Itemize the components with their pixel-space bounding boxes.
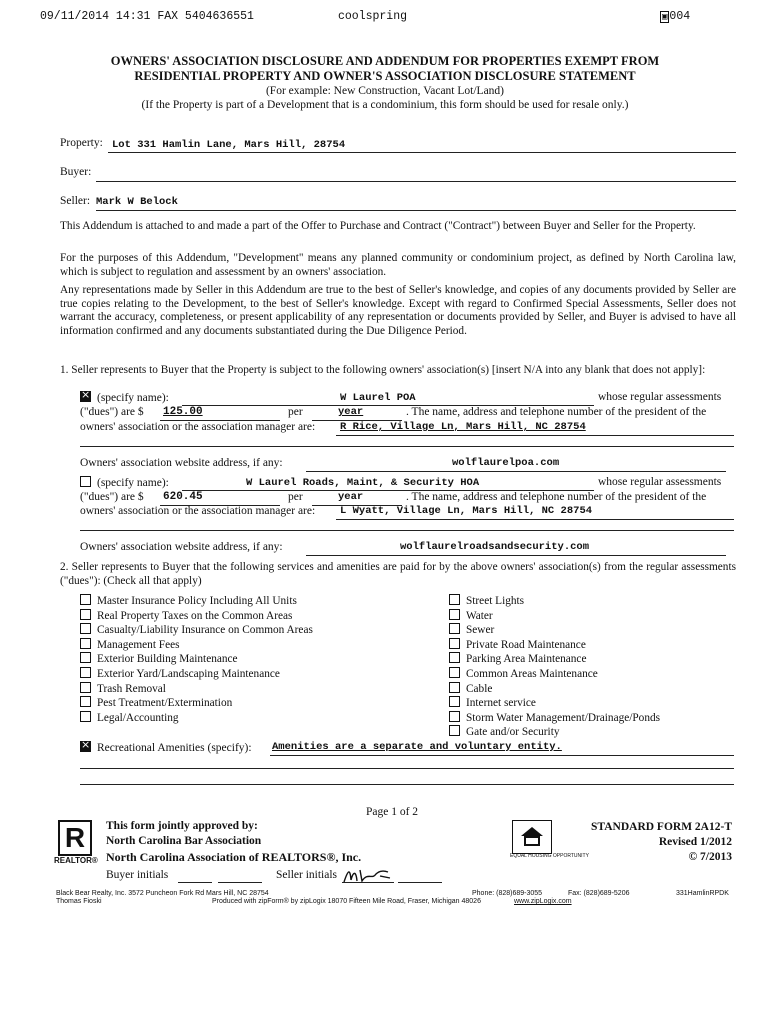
assoc2-manager-line [336,519,734,520]
assoc1-name[interactable]: W Laurel POA [340,392,416,404]
assoc1-website-line [306,471,726,472]
service-item[interactable]: Exterior Yard/Landscaping Maintenance [80,667,313,682]
form-example-note: (For example: New Construction, Vacant Lot/Land) [265,85,505,97]
assoc1-specify: ×(specify name): [80,391,169,404]
service-item[interactable]: Master Insurance Policy Including All Units [80,594,313,609]
service-checkbox[interactable] [80,652,91,663]
assoc1-per: per [288,406,303,418]
fax-sender: coolspring [338,10,408,23]
assoc1-dues-label: ("dues") are $ [80,406,144,418]
service-checkbox[interactable] [80,609,91,620]
assoc1-contact[interactable]: R Rice, Village Ln, Mars Hill, NC 28754 [340,421,586,433]
assoc2-whose-regular: whose regular assessments [598,476,722,488]
agent-name: Thomas Fioski [56,898,102,905]
equal-housing-icon [512,820,552,854]
assoc1-period[interactable]: year [338,406,364,418]
service-checkbox[interactable] [449,609,460,620]
fax-page-icon: ▣ [662,12,668,22]
representations-paragraph: Any representations made by Seller in this Addendum are true to the best of Seller's knowledge, and copies of any documents provided by Seller are true copies relating to the Development, to the best of Seller's knowledge. Except with regard to Confirmed Special Assessments, Seller does not warrant the accuracy, completeness, or present applicability of any representation or documents provided by Seller, and Buyer is advised to have all information confirmed and any documents substantiated during the Due Diligence Period. [60,284,736,337]
section1-intro: 1. Seller represents to Buyer that the Property is subject to the following owners' association(s) [insert N/A into any blank that does not apply]: [60,364,706,376]
assoc2-dues[interactable]: 620.45 [163,491,203,503]
assoc1-whose-regular: whose regular assessments [598,391,722,403]
seller-initials-label: Seller initials [276,869,338,881]
assoc1-website[interactable]: wolflaurelpoa.com [452,457,560,469]
service-checkbox[interactable] [449,594,460,605]
service-checkbox[interactable] [449,696,460,707]
form-title-line1: OWNERS' ASSOCIATION DISCLOSURE AND ADDENDUM FOR PROPERTIES EXEMPT FROM [110,54,660,68]
eho-caption: EQUAL HOUSING OPPORTUNITY [510,853,589,859]
page-number: Page 1 of 2 [366,806,419,818]
recreational-label: ×Recreational Amenities (specify): [80,741,252,754]
service-checkbox[interactable] [80,667,91,678]
service-item[interactable]: Street Lights [449,594,660,609]
fax-datetime: 09/11/2014 14:31 FAX 5404636551 [40,10,254,23]
property-label: Property: [60,137,103,149]
assoc2-specify: (specify name): [80,476,169,489]
assoc2-website-label: Owners' association website address, if any: [80,541,283,553]
fax-page-number: ▣ 004 [662,10,691,23]
assoc2-manager-label: owners' association or the association manager are: [80,505,316,517]
service-checkbox[interactable] [80,594,91,605]
recreational-checkbox[interactable] [80,741,91,752]
buyer-line [96,181,736,182]
assoc1-dues[interactable]: 125.00 [163,406,203,418]
seller-initials-signature [342,866,394,886]
assoc2-name[interactable]: W Laurel Roads, Maint, & Security HOA [246,477,480,489]
assoc1-website-label: Owners' association website address, if any: [80,457,283,469]
approved-by: This form jointly approved by: [106,820,258,832]
realtors-association: North Carolina Association of REALTORS®, Inc. [106,850,362,864]
service-item[interactable]: Private Road Maintenance [449,638,660,653]
service-checkbox[interactable] [449,725,460,736]
assoc2-website[interactable]: wolflaurelroadsandsecurity.com [400,541,590,553]
service-item[interactable]: Trash Removal [80,682,313,697]
bar-association: North Carolina Bar Association [106,835,262,847]
fax-number: Fax: (828)689-5206 [568,890,630,897]
recreational-extra-line-2 [80,784,734,785]
service-checkbox[interactable] [80,696,91,707]
service-item[interactable]: Sewer [449,623,660,638]
service-checkbox[interactable] [80,638,91,649]
seller-initials-line-2[interactable] [398,882,442,883]
zipform-credit: Produced with zipForm® by zipLogix 18070 Fifteen Mile Road, Fraser, Michigan 48026 [212,898,481,905]
assoc1-president-text: . The name, address and telephone number of the president of the [406,406,707,418]
assoc1-manager-label: owners' association or the association manager are: [80,421,316,433]
service-checkbox[interactable] [449,638,460,649]
seller-value[interactable]: Mark W Belock [96,196,178,208]
service-item[interactable]: Real Property Taxes on the Common Areas [80,609,313,624]
seller-label: Seller: [60,195,91,207]
assoc2-extra-line [80,530,734,531]
recreational-extra-line-1 [80,768,734,769]
assoc2-checkbox[interactable] [80,476,91,487]
assoc2-per: per [288,491,303,503]
copyright: © 7/2013 [688,851,732,863]
service-item[interactable]: Cable [449,682,660,697]
buyer-initials-line-1[interactable] [178,882,212,883]
document-id: 331HamlinRPDK [676,890,729,897]
assoc1-manager-line [336,435,734,436]
ziplogix-link[interactable]: www.zipLogix.com [514,898,572,905]
assoc1-checkbox[interactable] [80,391,91,402]
seller-line [96,210,736,211]
realtor-logo: R [58,820,92,856]
assoc1-extra-line [80,446,734,447]
service-checkbox[interactable] [449,682,460,693]
condo-note: (If the Property is part of a Development that is a condominium, this form should be used for resale only.) [141,99,629,111]
service-checkbox[interactable] [449,667,460,678]
buyer-label: Buyer: [60,166,92,178]
services-right-list [449,594,660,740]
service-checkbox[interactable] [449,711,460,722]
property-value[interactable]: Lot 331 Hamlin Lane, Mars Hill, 28754 [112,139,346,151]
service-item[interactable]: Gate and/or Security [449,725,660,740]
service-item[interactable]: Legal/Accounting [80,711,313,726]
property-line [108,152,736,153]
assoc2-dues-label: ("dues") are $ [80,491,144,503]
service-item[interactable]: Pest Treatment/Extermination [80,696,313,711]
development-definition: For the purposes of this Addendum, "Development" means any planned community or condominium project, as defined by North Carolina law, which is subject to regulation and assessment by an owners' association. [60,252,736,278]
buyer-initials-label: Buyer initials [106,869,169,881]
service-checkbox[interactable] [80,711,91,722]
realtor-logo-caption: REALTOR® [54,856,98,865]
assoc2-period[interactable]: year [338,491,364,503]
section2-intro: 2. Seller represents to Buyer that the following services and amenities are paid for by the above owners' association(s) from the regular assessments ("dues"): (Check all that apply) [60,561,736,587]
services-left-list [80,594,313,725]
addendum-paragraph: This Addendum is attached to and made a part of the Offer to Purchase and Contract ("Contract") between Buyer and Seller for the Property. [60,220,696,232]
service-item[interactable]: Exterior Building Maintenance [80,652,313,667]
standard-form: STANDARD FORM 2A12-T [591,821,732,833]
brokerage-info: Black Bear Realty, Inc. 3572 Puncheon Fork Rd Mars Hill, NC 28754 [56,890,269,897]
service-item[interactable]: Storm Water Management/Drainage/Ponds [449,711,660,726]
service-checkbox[interactable] [80,682,91,693]
service-checkbox[interactable] [449,652,460,663]
recreational-line [270,755,734,756]
service-item[interactable]: Casualty/Liability Insurance on Common Areas [80,623,313,638]
service-checkbox[interactable] [449,623,460,634]
service-item[interactable]: Water [449,609,660,624]
assoc2-president-text: . The name, address and telephone number of the president of the [406,491,707,503]
assoc2-contact[interactable]: L Wyatt, Village Ln, Mars Hill, NC 28754 [340,505,593,517]
service-item[interactable]: Internet service [449,696,660,711]
assoc2-website-line [306,555,726,556]
service-item[interactable]: Management Fees [80,638,313,653]
service-item[interactable]: Common Areas Maintenance [449,667,660,682]
buyer-initials-line-2[interactable] [218,882,262,883]
service-checkbox[interactable] [80,623,91,634]
recreational-value[interactable]: Amenities are a separate and voluntary entity. [272,741,562,753]
form-title-line2: RESIDENTIAL PROPERTY AND OWNER'S ASSOCIATION DISCLOSURE STATEMENT [134,69,636,83]
phone: Phone: (828)689-3055 [472,890,543,897]
service-item[interactable]: Parking Area Maintenance [449,652,660,667]
revised-date: Revised 1/2012 [658,836,732,848]
